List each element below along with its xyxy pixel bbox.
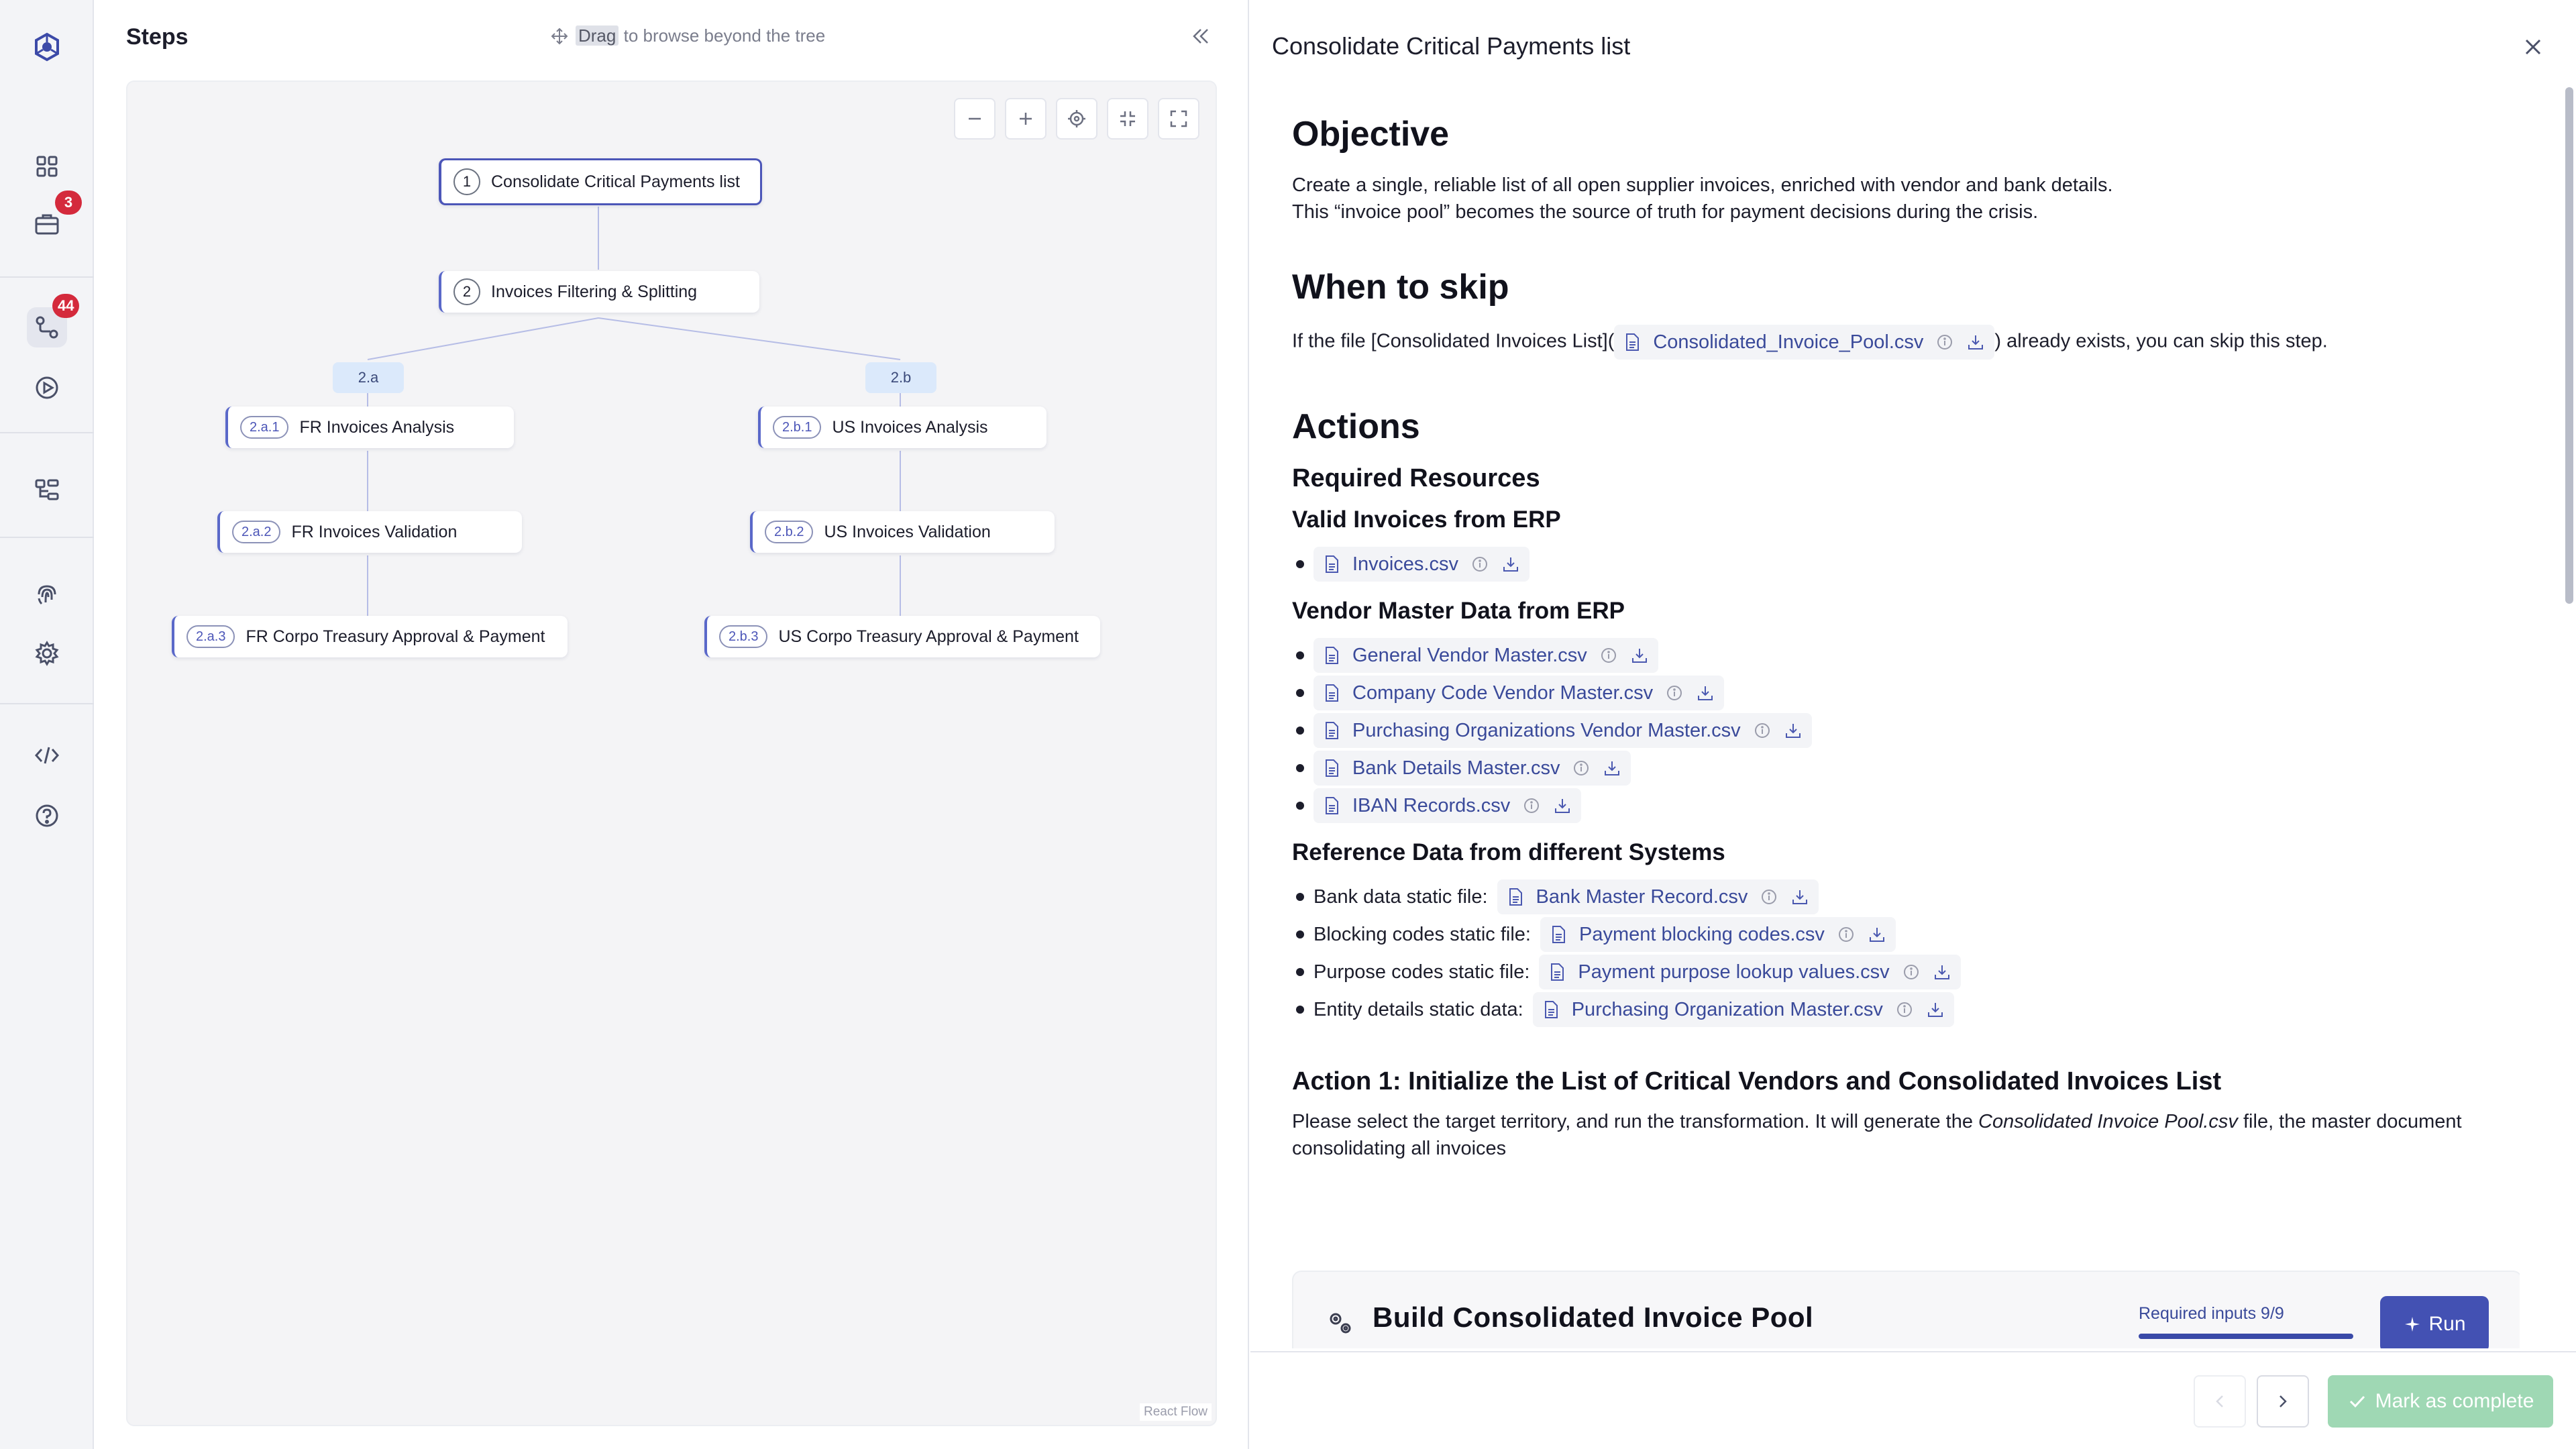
step-node-2b3[interactable] — [704, 616, 1100, 657]
center-view-button[interactable] — [1056, 98, 1097, 140]
file-chip — [1313, 676, 1724, 710]
info-icon[interactable] — [1837, 925, 1856, 944]
file-icon — [1323, 646, 1340, 665]
step-node-2a3[interactable] — [172, 616, 568, 657]
fullscreen-button[interactable] — [1158, 98, 1199, 140]
file-link[interactable]: IBAN Records.csv — [1352, 794, 1511, 816]
file-link[interactable]: Payment purpose lookup values.csv — [1578, 961, 1890, 983]
ref-label: Purpose codes static file: — [1313, 961, 1530, 983]
file-link[interactable]: General Vendor Master.csv — [1352, 644, 1587, 666]
erp-files-list — [1292, 545, 2520, 583]
download-icon[interactable] — [1966, 333, 1985, 352]
file-icon — [1323, 555, 1340, 574]
ref-label: Bank data static file: — [1313, 885, 1488, 908]
file-chip — [1497, 879, 1819, 914]
download-icon[interactable] — [1696, 684, 1715, 702]
briefcase-badge: 3 — [55, 191, 82, 215]
list-item — [1292, 916, 2520, 953]
erp-invoices-heading: Valid Invoices from ERP — [1292, 506, 1561, 533]
info-icon[interactable] — [1895, 1000, 1914, 1019]
settings-gear-icon[interactable] — [27, 633, 67, 674]
download-icon[interactable] — [1630, 646, 1649, 665]
file-icon — [1548, 963, 1566, 981]
dashboard-grid-icon[interactable] — [27, 146, 67, 186]
download-icon[interactable] — [1868, 925, 1886, 944]
step-node-2b1[interactable] — [758, 407, 1046, 448]
list-item — [1292, 953, 2520, 991]
info-icon[interactable] — [1470, 555, 1489, 574]
file-link[interactable]: Payment blocking codes.csv — [1578, 923, 1825, 945]
skip-heading: When to skip — [1292, 268, 1509, 307]
detail-title: Consolidate Critical Payments list — [1272, 32, 1631, 60]
step-label: Consolidate Critical Payments list — [491, 172, 740, 191]
download-icon[interactable] — [1501, 555, 1520, 574]
step-node-2a2[interactable] — [217, 511, 522, 553]
required-resources-heading: Required Resources — [1292, 464, 1540, 492]
rail-divider — [0, 432, 94, 433]
list-item — [1292, 545, 2520, 583]
step-number: 2 — [453, 278, 480, 305]
download-icon[interactable] — [1784, 721, 1803, 740]
action-1-text-post: file, the master document consolidating all invoices — [1292, 1111, 2462, 1159]
step-number: 2.b.1 — [773, 416, 821, 439]
file-link[interactable]: Company Code Vendor Master.csv — [1352, 682, 1654, 704]
next-step-button[interactable] — [2257, 1375, 2309, 1428]
mark-complete-label: Mark as complete — [2375, 1390, 2534, 1412]
list-item — [1292, 712, 2520, 749]
react-flow-attribution[interactable]: React Flow — [1140, 1403, 1212, 1421]
file-chip — [1313, 713, 1812, 748]
required-inputs-progress — [2139, 1334, 2353, 1339]
drag-hint-text: to browse beyond the tree — [623, 25, 826, 46]
objective-heading: Objective — [1292, 115, 1450, 154]
file-link[interactable]: Purchasing Organization Master.csv — [1571, 998, 1883, 1020]
file-link[interactable]: Purchasing Organizations Vendor Master.csv — [1352, 719, 1741, 741]
info-icon[interactable] — [1599, 646, 1618, 665]
step-number: 1 — [453, 168, 480, 195]
steps-title: Steps — [126, 24, 189, 50]
file-icon — [1542, 1000, 1560, 1019]
run-button[interactable] — [2380, 1296, 2489, 1348]
info-icon[interactable] — [1572, 759, 1591, 777]
file-icon — [1323, 796, 1340, 815]
fit-view-button[interactable] — [1107, 98, 1148, 140]
info-icon[interactable] — [1760, 888, 1778, 906]
run-label: Run — [2428, 1313, 2466, 1335]
rail-divider — [0, 703, 94, 704]
download-icon[interactable] — [1933, 963, 1951, 981]
step-number: 2.b.3 — [719, 625, 767, 648]
list-item — [1292, 991, 2520, 1028]
skip-suffix: ) already exists, you can skip this step. — [1994, 330, 2328, 352]
step-label: Invoices Filtering & Splitting — [491, 282, 698, 301]
step-node-2b2[interactable] — [750, 511, 1055, 553]
reference-data-heading: Reference Data from different Systems — [1292, 839, 1725, 865]
action-1-text-file: Consolidated Invoice Pool.csv — [1978, 1111, 2238, 1132]
file-icon — [1323, 721, 1340, 740]
hierarchy-icon[interactable] — [27, 470, 67, 510]
step-number: 2.a.1 — [240, 416, 288, 439]
check-icon — [2347, 1391, 2367, 1411]
chevron-left-icon — [2210, 1391, 2230, 1411]
flow-canvas[interactable] — [126, 80, 1217, 1426]
info-icon[interactable] — [1935, 333, 1954, 352]
reference-files-list — [1292, 878, 2520, 1028]
list-item — [1292, 637, 2520, 674]
ref-label: Blocking codes static file: — [1313, 923, 1531, 945]
transform-gears-icon — [1326, 1308, 1355, 1338]
required-inputs-label: Required inputs 9/9 — [2139, 1304, 2284, 1323]
help-icon[interactable] — [27, 796, 67, 836]
build-card — [1292, 1271, 2520, 1348]
file-icon — [1323, 684, 1340, 702]
workflow-badge: 44 — [52, 294, 79, 318]
move-icon — [550, 27, 569, 46]
file-chip — [1313, 547, 1529, 582]
file-chip — [1540, 917, 1896, 952]
close-icon[interactable] — [2518, 32, 2548, 62]
download-icon[interactable] — [1553, 796, 1572, 815]
file-link[interactable]: Bank Master Record.csv — [1536, 885, 1748, 908]
ref-label: Entity details static data: — [1313, 998, 1523, 1020]
objective-line-1: Create a single, reliable list of all open supplier invoices, enriched with vendor and bank details. — [1292, 174, 2113, 196]
info-icon[interactable] — [1753, 721, 1772, 740]
step-label: FR Invoices Analysis — [299, 417, 455, 437]
list-item — [1292, 878, 2520, 916]
mark-as-complete-button[interactable] — [2328, 1375, 2553, 1428]
step-number: 2.b.2 — [765, 521, 813, 543]
info-icon[interactable] — [1665, 684, 1684, 702]
file-icon — [1507, 888, 1524, 906]
vendor-files-list — [1292, 637, 2520, 824]
detail-footer — [1250, 1351, 2576, 1449]
actions-heading: Actions — [1292, 407, 1420, 446]
info-icon[interactable] — [1522, 796, 1541, 815]
file-link[interactable]: Invoices.csv — [1352, 553, 1458, 575]
action-1-text-pre: Please select the target territory, and run the transformation. It will generate the — [1292, 1111, 1979, 1132]
build-card-title: Build Consolidated Invoice Pool — [1373, 1301, 1814, 1333]
file-icon — [1550, 925, 1567, 944]
file-icon — [1623, 333, 1641, 352]
step-node-2a1[interactable] — [225, 407, 514, 448]
file-chip — [1533, 992, 1954, 1027]
left-rail — [0, 0, 94, 1449]
step-node-1[interactable] — [439, 158, 762, 205]
step-label: US Invoices Analysis — [832, 417, 988, 437]
step-label: FR Invoices Validation — [291, 522, 458, 541]
file-icon — [1323, 759, 1340, 777]
play-circle-icon[interactable] — [27, 368, 67, 408]
code-icon[interactable] — [27, 735, 67, 775]
branch-label-2a: 2.a — [333, 362, 404, 393]
objective-line-2: This “invoice pool” becomes the source of truth for payment decisions during the crisis. — [1292, 201, 2039, 223]
logo-icon[interactable] — [27, 27, 67, 67]
file-chip — [1313, 788, 1581, 823]
file-chip — [1539, 955, 1960, 989]
step-label: US Corpo Treasury Approval & Payment — [778, 627, 1079, 646]
file-link[interactable]: Consolidated_Invoice_Pool.csv — [1653, 331, 1924, 353]
rail-divider — [0, 276, 94, 278]
vendor-master-heading: Vendor Master Data from ERP — [1292, 598, 1625, 624]
info-icon[interactable] — [1902, 963, 1921, 981]
collapse-panel-icon[interactable] — [1187, 23, 1214, 50]
file-chip — [1313, 751, 1631, 786]
step-number: 2.a.2 — [232, 521, 280, 543]
step-label: FR Corpo Treasury Approval & Payment — [246, 627, 545, 646]
fingerprint-icon[interactable] — [27, 574, 67, 614]
chevron-right-icon — [2273, 1391, 2293, 1411]
step-node-2[interactable] — [439, 271, 759, 313]
download-icon[interactable] — [1790, 888, 1809, 906]
detail-content — [1292, 87, 2520, 1348]
download-icon[interactable] — [1603, 759, 1621, 777]
drag-hint-key: Drag — [576, 25, 619, 46]
action-1-text — [1292, 1108, 2520, 1162]
file-chip — [1614, 325, 1994, 360]
zoom-out-button[interactable] — [954, 98, 996, 140]
action-1-heading: Action 1: Initialize the List of Critical Vendors and Consolidated Invoices List — [1292, 1067, 2222, 1095]
steps-panel — [94, 0, 1249, 1449]
sparkle-icon — [2403, 1315, 2422, 1334]
step-number: 2.a.3 — [186, 625, 235, 648]
list-item — [1292, 749, 2520, 787]
download-icon[interactable] — [1926, 1000, 1945, 1019]
list-item — [1292, 787, 2520, 824]
step-label: US Invoices Validation — [824, 522, 991, 541]
file-chip — [1313, 638, 1658, 673]
scrollbar-thumb[interactable] — [2565, 87, 2573, 604]
skip-prefix: If the file [Consolidated Invoices List]( — [1292, 330, 1615, 352]
skip-text — [1292, 325, 2520, 360]
step-detail-panel — [1250, 0, 2576, 1449]
branch-label-2b: 2.b — [865, 362, 936, 393]
drag-hint — [550, 25, 825, 46]
zoom-in-button[interactable] — [1005, 98, 1046, 140]
file-link[interactable]: Bank Details Master.csv — [1352, 757, 1560, 779]
list-item — [1292, 674, 2520, 712]
previous-step-button[interactable] — [2194, 1375, 2246, 1428]
rail-divider — [0, 537, 94, 538]
